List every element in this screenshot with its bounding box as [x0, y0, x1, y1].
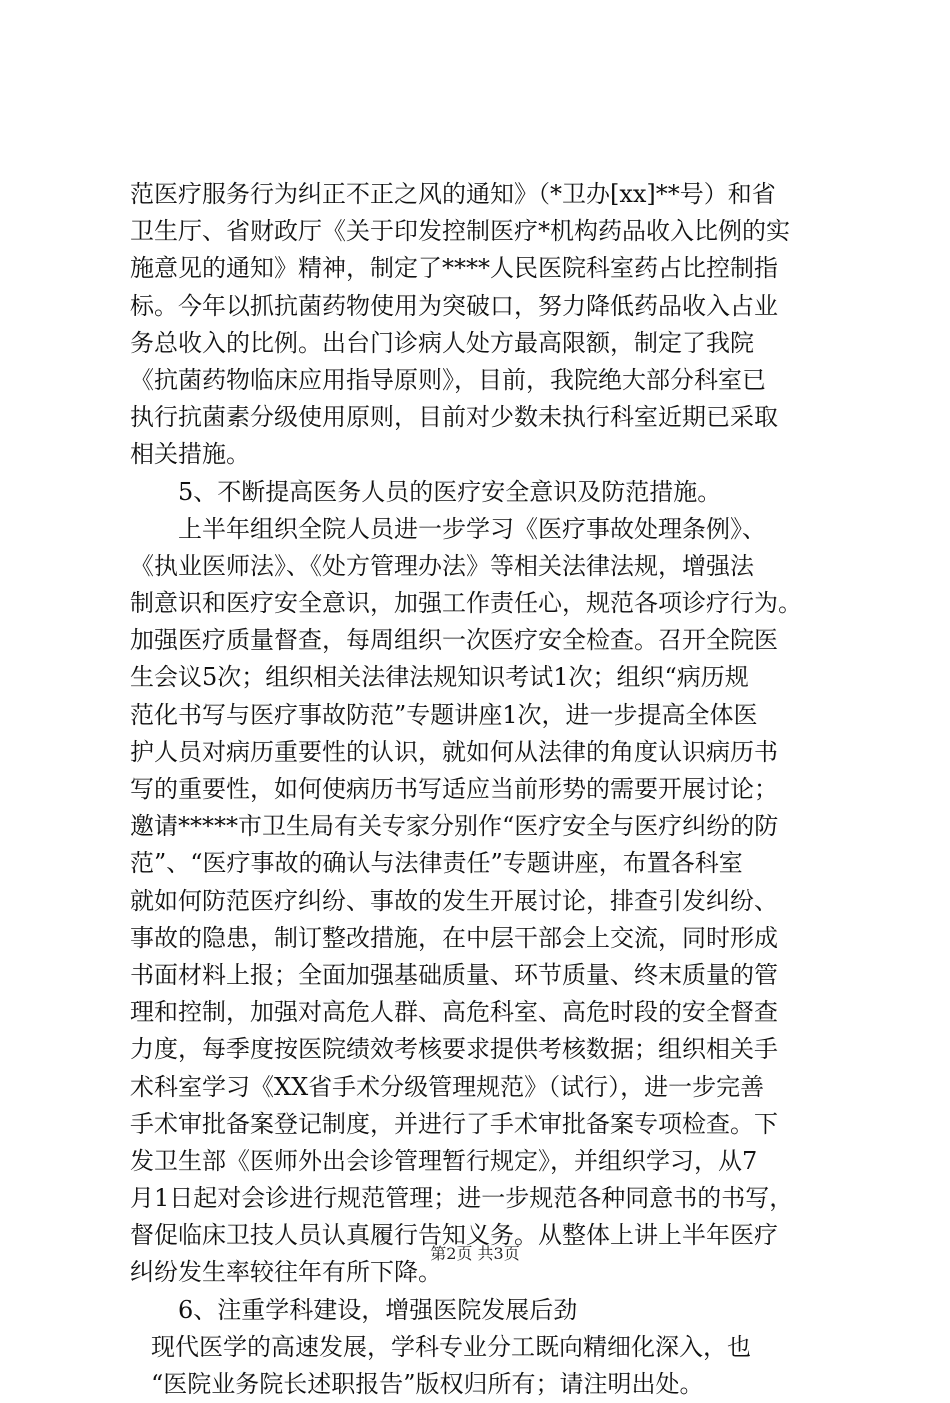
text-line: 督促临床卫技人员认真履行告知义务。从整体上讲上半年医疗 — [130, 1221, 778, 1250]
text-line: 范医疗服务行为纠正不正之风的通知》（*卫办[xx]**号）和省 — [130, 180, 776, 208]
page-number-footer: 第2页 共3页 — [430, 1244, 520, 1263]
text-line: 务总收入的比例。出台门诊病人处方最高限额，制定了我院 — [130, 328, 754, 357]
text-line: 月1日起对会诊进行规范管理；进一步规范各种同意书的书写， — [130, 1184, 794, 1213]
paragraph-start: 现代医学的高速发展，学科专业分工既向精细化深入，也 — [151, 1332, 751, 1361]
text-line: 范化书写与医疗事故防范”专题讲座1次，进一步提高全体医 — [130, 700, 758, 729]
text-line: 相关措施。 — [130, 440, 250, 469]
text-line: 范”、“医疗事故的确认与法律责任”专题讲座，布置各科室 — [130, 849, 743, 878]
text-line: 手术审批备案登记制度，并进行了手术审批备案专项检查。下 — [130, 1109, 778, 1138]
text-line: 发卫生部《医师外出会诊管理暂行规定》，并组织学习，从7 — [130, 1146, 758, 1175]
copyright-notice: “医院业务院长述职报告”版权归所有；请注明出处。 — [151, 1370, 704, 1398]
section-heading-5: 5、不断提高医务人员的医疗安全意识及防范措施。 — [178, 477, 722, 506]
paragraph-start: 上半年组织全院人员进一步学习《医疗事故处理条例》、 — [178, 514, 766, 543]
section-heading-6: 6、注重学科建设，增强医院发展后劲 — [178, 1295, 578, 1324]
text-line: 写的重要性，如何使病历书写适应当前形势的需要开展讨论； — [130, 775, 778, 803]
text-line: 《抗菌药物临床应用指导原则》，目前，我院绝大部分科室已 — [130, 365, 766, 394]
text-line: 纠纷发生率较往年有所下降。 — [130, 1258, 442, 1287]
text-line: 事故的隐患，制订整改措施，在中层干部会上交流，同时形成 — [130, 923, 778, 952]
text-line: 护人员对病历重要性的认识，就如何从法律的角度认识病历书 — [130, 737, 778, 766]
text-line: 术科室学习《XX省手术分级管理规范》（试行），进一步完善 — [130, 1072, 765, 1101]
text-line: 邀请*****市卫生局有关专家分别作“医疗安全与医疗纠纷的防 — [130, 812, 779, 841]
text-line: 加强医疗质量督查，每周组织一次医疗安全检查。召开全院医 — [130, 626, 778, 655]
text-line: 制意识和医疗安全意识，加强工作责任心，规范各项诊疗行为。 — [130, 589, 802, 618]
text-line: 标。今年以抓抗菌药物使用为突破口，努力降低药品收入占业 — [130, 291, 778, 320]
text-line: 书面材料上报；全面加强基础质量、环节质量、终末质量的管 — [130, 960, 778, 989]
text-line: 执行抗菌素分级使用原则，目前对少数未执行科室近期已采取 — [130, 403, 778, 432]
text-line: 理和控制，加强对高危人群、高危科室、高危时段的安全督查 — [130, 998, 778, 1027]
document-body — [130, 176, 830, 1403]
text-line: 力度，每季度按医院绩效考核要求提供考核数据；组织相关手 — [130, 1035, 778, 1064]
text-line: 《执业医师法》、《处方管理办法》等相关法律法规，增强法 — [130, 551, 754, 580]
text-line: 就如何防范医疗纠纷、事故的发生开展讨论，排查引发纠纷、 — [130, 886, 778, 915]
text-line: 生会议5次；组织相关法律法规知识考试1次；组织“病历规 — [130, 663, 749, 692]
text-line: 施意见的通知》精神，制定了****人民医院科室药占比控制指 — [130, 254, 778, 283]
text-line: 卫生厅、省财政厅《关于印发控制医疗*机构药品收入比例的实 — [130, 217, 790, 246]
